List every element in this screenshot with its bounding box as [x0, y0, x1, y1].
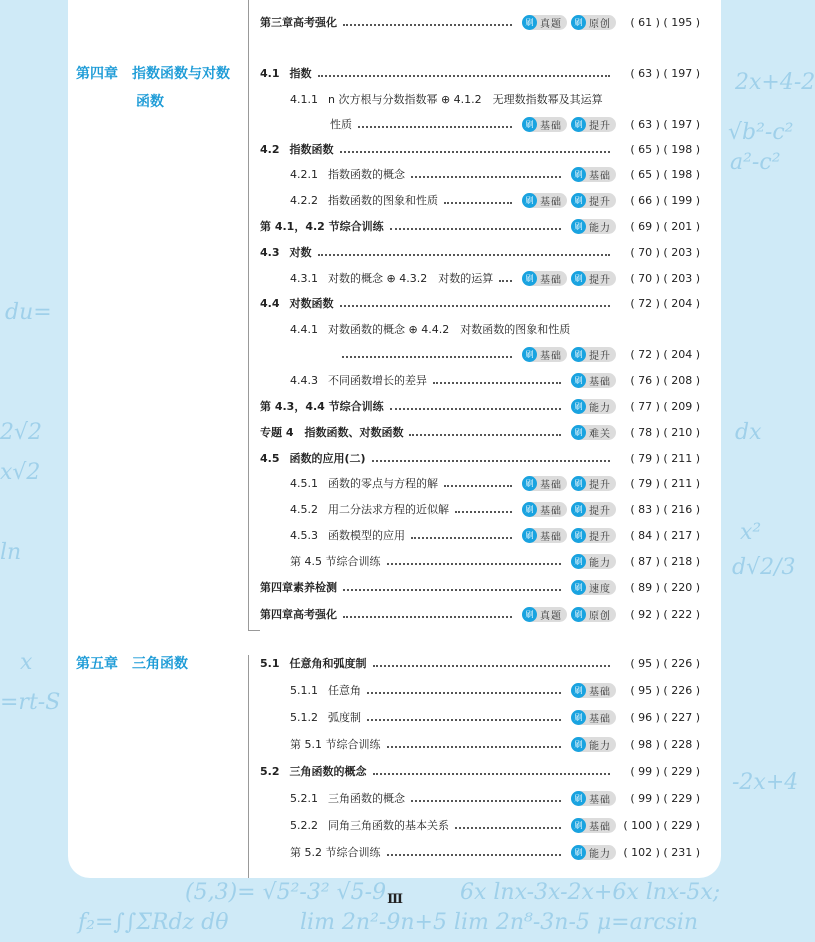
- bg-formula: lim 2n²-9n+5 lim 2n⁸-3n-5 μ=arcsin: [300, 910, 699, 935]
- practice-tag: [522, 271, 567, 286]
- section-title: 第 4.5 节综合训练: [290, 555, 381, 568]
- toc-row[interactable]: [290, 734, 700, 754]
- leader-dots: [340, 305, 611, 307]
- section-title: 对数的概念 ⊕ 4.3.2 对数的运算: [328, 272, 494, 285]
- leader-dots: [499, 280, 512, 282]
- section-title: 第 5.2 节综合训练: [290, 846, 381, 859]
- practice-tag: [571, 737, 616, 752]
- tag-label: 基础: [589, 170, 611, 182]
- leader-dots: [411, 176, 561, 178]
- toc-row[interactable]: [290, 473, 700, 493]
- section-title: 第 5.1 节综合训练: [290, 738, 381, 751]
- section-title: 对数函数: [289, 297, 334, 310]
- practice-tag: [522, 15, 567, 30]
- bg-formula: du=: [5, 300, 52, 325]
- page-range: ( 99 ) ( 229 ): [630, 764, 700, 778]
- practice-tag: [571, 271, 616, 286]
- brush-icon: 刷: [571, 117, 586, 132]
- page-range: ( 69 ) ( 201 ): [630, 219, 700, 233]
- page-range: ( 100 ) ( 229 ): [623, 818, 700, 832]
- practice-tag: [571, 502, 616, 517]
- practice-tag: [522, 607, 567, 622]
- toc-row[interactable]: [260, 12, 700, 32]
- page-range: ( 78 ) ( 210 ): [630, 425, 700, 439]
- section-number: 5.1.2: [290, 710, 318, 724]
- practice-tag: [571, 554, 616, 569]
- leader-dots: [455, 827, 561, 829]
- section-title: 专题 4 指数函数、对数函数: [260, 426, 404, 439]
- toc-row[interactable]: [260, 653, 700, 673]
- section-title: 任意角和弧度制: [289, 657, 367, 670]
- brush-icon: 刷: [522, 502, 537, 517]
- brush-icon: 刷: [522, 607, 537, 622]
- practice-tag: [571, 425, 616, 440]
- page-range: ( 87 ) ( 218 ): [630, 554, 700, 568]
- bg-formula: 2√2: [0, 420, 43, 445]
- brush-icon: 刷: [571, 219, 586, 234]
- page-range: ( 98 ) ( 228 ): [630, 737, 700, 751]
- chapter-4-divider-foot: [248, 630, 260, 631]
- practice-tag: [571, 580, 616, 595]
- leader-dots: [342, 356, 512, 358]
- leader-dots: [411, 537, 512, 539]
- brush-icon: 刷: [571, 818, 586, 833]
- page-range: ( 84 ) ( 217 ): [630, 528, 700, 542]
- practice-tag: [522, 502, 567, 517]
- tag-label: 提升: [589, 479, 611, 491]
- section-number: 4.1.1: [290, 92, 318, 106]
- bg-formula: ln: [0, 540, 22, 565]
- page-number: Ⅲ: [387, 892, 403, 907]
- section-title: 同角三角函数的基本关系: [328, 819, 449, 832]
- tag-label: 提升: [589, 505, 611, 517]
- section-title: 用二分法求方程的近似解: [328, 503, 449, 516]
- section-title: 指数函数: [289, 143, 334, 156]
- bg-formula: x²: [740, 520, 762, 545]
- section-number: 5.2: [260, 764, 280, 778]
- leader-dots: [411, 800, 561, 802]
- tag-label: 基础: [540, 196, 562, 208]
- tag-label: 基础: [589, 713, 611, 725]
- section-number: 4.1: [260, 66, 280, 80]
- brush-icon: 刷: [571, 710, 586, 725]
- bg-formula: 2x+4-2: [735, 70, 815, 95]
- tag-label: 提升: [589, 274, 611, 286]
- page-range: ( 99 ) ( 229 ): [630, 791, 700, 805]
- bg-formula: x: [20, 650, 33, 675]
- tag-label: 提升: [589, 196, 611, 208]
- brush-icon: 刷: [571, 15, 586, 30]
- toc-row[interactable]: [260, 139, 700, 159]
- leader-dots: [343, 616, 512, 618]
- leader-dots: [318, 254, 611, 256]
- brush-icon: 刷: [522, 117, 537, 132]
- bg-formula: f₂=∫∫ΣRdz dθ: [78, 910, 229, 935]
- brush-icon: 刷: [571, 683, 586, 698]
- section-title: n 次方根与分数指数幂 ⊕ 4.1.2 无理数指数幂及其运算: [328, 93, 603, 106]
- leader-dots: [372, 460, 610, 462]
- chapter-5-heading: [76, 650, 188, 678]
- practice-tag: [571, 373, 616, 388]
- section-number: 4.5.2: [290, 502, 318, 516]
- practice-tag: [522, 347, 567, 362]
- section-number: 4.3.1: [290, 271, 318, 285]
- leader-dots: [387, 746, 562, 748]
- page-range: ( 79 ) ( 211 ): [630, 451, 700, 465]
- leader-dots: [390, 408, 561, 410]
- practice-tag: [571, 167, 616, 182]
- section-title: 函数模型的应用: [328, 529, 405, 542]
- page-range: ( 92 ) ( 222 ): [630, 607, 700, 621]
- practice-tag: [522, 476, 567, 491]
- bg-formula: =rt-S: [0, 690, 61, 715]
- brush-icon: 刷: [522, 476, 537, 491]
- toc-row[interactable]: [290, 815, 700, 835]
- toc-row[interactable]: [260, 604, 700, 624]
- bg-formula: dx: [735, 420, 762, 445]
- toc-row[interactable]: [330, 114, 700, 134]
- section-title: 第四章高考强化: [260, 608, 337, 621]
- toc-row[interactable]: [336, 344, 700, 364]
- section-number: 5.1: [260, 656, 280, 670]
- tag-label: 难关: [589, 428, 611, 440]
- chapter-4-heading: [76, 60, 230, 116]
- toc-row[interactable]: [260, 63, 700, 83]
- section-title: 第三章高考强化: [260, 16, 337, 29]
- page-range: ( 72 ) ( 204 ): [630, 296, 700, 310]
- bg-formula: a²-c²: [730, 150, 781, 175]
- page-range: ( 76 ) ( 208 ): [630, 373, 700, 387]
- brush-icon: 刷: [571, 607, 586, 622]
- tag-label: 基础: [540, 274, 562, 286]
- practice-tag: [571, 683, 616, 698]
- leader-dots: [318, 75, 611, 77]
- section-number: 4.2: [260, 142, 280, 156]
- tag-label: 基础: [540, 479, 562, 491]
- toc-row[interactable]: [290, 268, 700, 288]
- brush-icon: 刷: [571, 347, 586, 362]
- toc-row[interactable]: [290, 319, 700, 339]
- tag-label: 真题: [540, 18, 562, 30]
- brush-icon: 刷: [571, 425, 586, 440]
- brush-icon: 刷: [571, 399, 586, 414]
- practice-tag: [522, 528, 567, 543]
- page-range: ( 63 ) ( 197 ): [630, 117, 700, 131]
- bg-formula: x√2: [0, 460, 41, 485]
- brush-icon: 刷: [522, 528, 537, 543]
- leader-dots: [367, 692, 561, 694]
- toc-row[interactable]: [290, 680, 700, 700]
- leader-dots: [387, 854, 562, 856]
- page-range: ( 65 ) ( 198 ): [630, 142, 700, 156]
- leader-dots: [444, 202, 512, 204]
- toc-row[interactable]: [290, 164, 700, 184]
- toc-row[interactable]: [260, 396, 700, 416]
- toc-row[interactable]: [260, 242, 700, 262]
- tag-label: 基础: [540, 505, 562, 517]
- brush-icon: 刷: [522, 15, 537, 30]
- practice-tag: [522, 117, 567, 132]
- section-number: 4.5.3: [290, 528, 318, 542]
- page-range: ( 89 ) ( 220 ): [630, 580, 700, 594]
- toc-row[interactable]: [290, 525, 700, 545]
- section-title: 第四章素养检测: [260, 581, 337, 594]
- tag-label: 基础: [589, 794, 611, 806]
- toc-row[interactable]: [290, 551, 700, 571]
- brush-icon: 刷: [571, 580, 586, 595]
- practice-tag: [571, 193, 616, 208]
- leader-dots: [343, 24, 512, 26]
- page-range: ( 95 ) ( 226 ): [630, 683, 700, 697]
- leader-dots: [433, 382, 561, 384]
- chapter-4-divider: [248, 0, 249, 630]
- practice-tag: [571, 219, 616, 234]
- tag-label: 提升: [589, 350, 611, 362]
- brush-icon: 刷: [522, 271, 537, 286]
- section-number: 4.4.3: [290, 373, 318, 387]
- toc-row[interactable]: [290, 707, 700, 727]
- section-title: 三角函数的概念: [328, 792, 405, 805]
- page-range: ( 66 ) ( 199 ): [630, 193, 700, 207]
- leader-dots: [444, 485, 512, 487]
- brush-icon: 刷: [571, 167, 586, 182]
- brush-icon: 刷: [571, 502, 586, 517]
- page-range: ( 63 ) ( 197 ): [630, 66, 700, 80]
- practice-tag: [571, 710, 616, 725]
- tag-label: 基础: [540, 350, 562, 362]
- brush-icon: 刷: [571, 476, 586, 491]
- page-range: ( 61 ) ( 195 ): [630, 15, 700, 29]
- page-range: ( 102 ) ( 231 ): [623, 845, 700, 859]
- section-title: 不同函数增长的差异: [328, 374, 427, 387]
- section-number: 4.3: [260, 245, 280, 259]
- tag-label: 真题: [540, 610, 562, 622]
- page-range: ( 72 ) ( 204 ): [630, 347, 700, 361]
- toc-row[interactable]: [290, 190, 700, 210]
- practice-tag: [571, 528, 616, 543]
- leader-dots: [373, 773, 611, 775]
- section-title: 指数函数的图象和性质: [328, 194, 438, 207]
- toc-row[interactable]: [290, 89, 700, 109]
- section-number: 4.2.2: [290, 193, 318, 207]
- section-title: 第 4.1，4.2 节综合训练: [260, 220, 384, 233]
- section-number: 4.2.1: [290, 167, 318, 181]
- chapter-4-title-cont: 函数: [136, 94, 164, 110]
- section-number: 4.5.1: [290, 476, 318, 490]
- page-range: ( 95 ) ( 226 ): [630, 656, 700, 670]
- section-title: 指数: [289, 67, 312, 80]
- practice-tag: [571, 607, 616, 622]
- brush-icon: 刷: [522, 193, 537, 208]
- toc-row[interactable]: [260, 293, 700, 313]
- brush-icon: 刷: [571, 791, 586, 806]
- bg-formula: √b²-c²: [728, 120, 794, 145]
- toc-row[interactable]: [290, 842, 700, 862]
- practice-tag: [571, 845, 616, 860]
- section-title: 性质: [330, 118, 352, 131]
- tag-label: 提升: [589, 120, 611, 132]
- toc-row[interactable]: [260, 577, 700, 597]
- section-number: 4.4.1: [290, 322, 318, 336]
- tag-label: 原创: [589, 18, 611, 30]
- practice-tag: [571, 347, 616, 362]
- section-title: 任意角: [328, 684, 361, 697]
- toc-row[interactable]: [260, 422, 700, 442]
- section-title: 对数: [289, 246, 312, 259]
- tag-label: 基础: [540, 531, 562, 543]
- practice-tag: [571, 791, 616, 806]
- tag-label: 能力: [589, 557, 611, 569]
- brush-icon: 刷: [571, 554, 586, 569]
- practice-tag: [522, 193, 567, 208]
- leader-dots: [373, 665, 611, 667]
- page-range: ( 65 ) ( 198 ): [630, 167, 700, 181]
- page-range: ( 70 ) ( 203 ): [630, 271, 700, 285]
- brush-icon: 刷: [571, 845, 586, 860]
- brush-icon: 刷: [571, 193, 586, 208]
- practice-tag: [571, 399, 616, 414]
- section-number: 5.1.1: [290, 683, 318, 697]
- section-title: 对数函数的概念 ⊕ 4.4.2 对数函数的图象和性质: [328, 323, 571, 336]
- chapter-4-title: 第四章 指数函数与对数: [76, 66, 230, 82]
- toc-row[interactable]: [290, 370, 700, 390]
- section-number: 5.2.2: [290, 818, 318, 832]
- page-range: ( 70 ) ( 203 ): [630, 245, 700, 259]
- tag-label: 提升: [589, 531, 611, 543]
- toc-row[interactable]: [260, 761, 700, 781]
- practice-tag: [571, 15, 616, 30]
- leader-dots: [343, 589, 561, 591]
- practice-tag: [571, 117, 616, 132]
- brush-icon: 刷: [571, 373, 586, 388]
- tag-label: 能力: [589, 402, 611, 414]
- chapter-5-divider: [248, 655, 249, 878]
- leader-dots: [455, 511, 512, 513]
- leader-dots: [387, 563, 562, 565]
- brush-icon: 刷: [571, 737, 586, 752]
- leader-dots: [340, 151, 611, 153]
- section-title: 函数的应用(二): [289, 452, 366, 465]
- leader-dots: [367, 719, 561, 721]
- section-title: 三角函数的概念: [289, 765, 367, 778]
- section-number: 4.4: [260, 296, 280, 310]
- brush-icon: 刷: [522, 347, 537, 362]
- bg-formula: (5,3)= √5²-3² √5-9: [185, 880, 387, 905]
- practice-tag: [571, 818, 616, 833]
- leader-dots: [358, 126, 512, 128]
- page-range: ( 96 ) ( 227 ): [630, 710, 700, 724]
- page-range: ( 77 ) ( 209 ): [630, 399, 700, 413]
- section-title: 弧度制: [328, 711, 361, 724]
- section-title: 第 4.3，4.4 节综合训练: [260, 400, 384, 413]
- tag-label: 基础: [589, 821, 611, 833]
- tag-label: 基础: [589, 376, 611, 388]
- leader-dots: [409, 434, 561, 436]
- brush-icon: 刷: [571, 271, 586, 286]
- bg-formula: 6x lnx-3x-2x+6x lnx-5x;: [460, 880, 721, 905]
- chapter-5-title: 第五章 三角函数: [76, 656, 188, 672]
- tag-label: 基础: [540, 120, 562, 132]
- section-number: 5.2.1: [290, 791, 318, 805]
- tag-label: 速度: [589, 583, 611, 595]
- section-title: 函数的零点与方程的解: [328, 477, 438, 490]
- practice-tag: [571, 476, 616, 491]
- bg-formula: -2x+4: [732, 770, 799, 795]
- section-number: 4.5: [260, 451, 280, 465]
- section-title: 指数函数的概念: [328, 168, 405, 181]
- tag-label: 能力: [589, 740, 611, 752]
- bg-formula: d√2/3: [732, 555, 796, 580]
- toc-row[interactable]: [290, 788, 700, 808]
- tag-label: 能力: [589, 222, 611, 234]
- toc-row[interactable]: [260, 448, 700, 468]
- page-range: ( 79 ) ( 211 ): [630, 476, 700, 490]
- toc-row[interactable]: [260, 216, 700, 236]
- tag-label: 基础: [589, 686, 611, 698]
- tag-label: 能力: [589, 848, 611, 860]
- leader-dots: [390, 228, 561, 230]
- page-range: ( 83 ) ( 216 ): [630, 502, 700, 516]
- toc-row[interactable]: [290, 499, 700, 519]
- brush-icon: 刷: [571, 528, 586, 543]
- tag-label: 原创: [589, 610, 611, 622]
